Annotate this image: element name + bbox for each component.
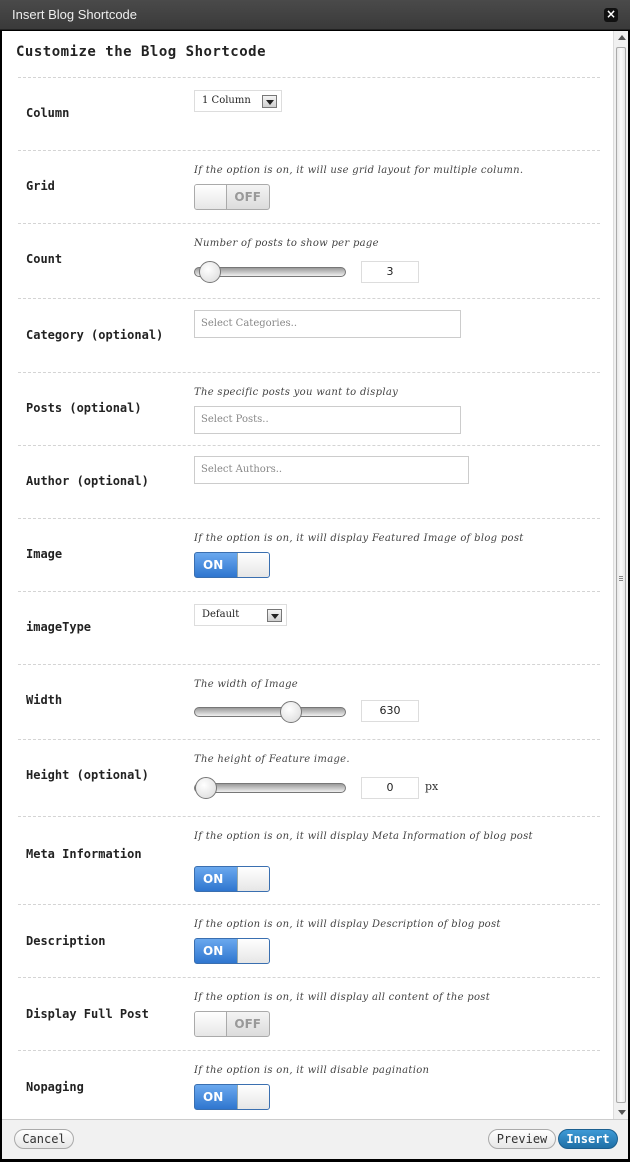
width-slider[interactable] [194, 707, 346, 717]
row-column [18, 77, 600, 150]
full-post-toggle-state: OFF [234, 1017, 261, 1031]
grid-toggle-state: OFF [234, 190, 261, 204]
vertical-scrollbar[interactable] [613, 31, 628, 1119]
row-description [18, 904, 600, 977]
cancel-button[interactable]: Cancel [14, 1129, 74, 1149]
row-height [18, 739, 600, 816]
toggle-knob [237, 867, 269, 891]
posts-description: The specific posts you want to display [194, 387, 399, 398]
description-description: If the option is on, it will display Description of blog post [194, 919, 501, 930]
meta-toggle[interactable] [194, 866, 270, 892]
image-type-label: imageType [26, 620, 92, 634]
row-display-full-post [18, 977, 600, 1050]
width-slider-handle[interactable] [280, 701, 302, 723]
row-width [18, 664, 600, 739]
row-category [18, 298, 600, 372]
height-input[interactable]: 0 [361, 777, 419, 799]
author-input[interactable] [194, 456, 469, 484]
scroll-up-icon[interactable] [618, 35, 626, 40]
count-label: Count [26, 252, 63, 266]
image-type-select-value: Default [202, 609, 240, 620]
height-unit: px [425, 780, 439, 793]
toggle-knob [195, 185, 227, 209]
page-title: Customize the Blog Shortcode [16, 44, 267, 60]
meta-label: Meta Information [26, 847, 142, 861]
author-placeholder: Select Authors.. [201, 464, 283, 475]
row-posts [18, 372, 600, 445]
column-label: Column [26, 106, 70, 120]
close-button[interactable] [604, 8, 618, 22]
row-count [18, 223, 600, 298]
chevron-down-icon [267, 609, 282, 622]
nopaging-toggle[interactable] [194, 1084, 270, 1110]
row-grid [18, 150, 600, 223]
width-input[interactable]: 630 [361, 700, 419, 722]
height-slider-handle[interactable] [195, 777, 217, 799]
scroll-down-icon[interactable] [618, 1110, 626, 1115]
width-description: The width of Image [194, 679, 299, 690]
row-image-type [18, 591, 600, 664]
image-description: If the option is on, it will display Featured Image of blog post [194, 533, 524, 544]
count-slider-handle[interactable] [199, 261, 221, 283]
preview-button[interactable]: Preview [488, 1129, 556, 1149]
toggle-knob [195, 1012, 227, 1036]
count-input[interactable]: 3 [361, 261, 419, 283]
image-label: Image [26, 547, 63, 561]
description-toggle-state: ON [203, 944, 224, 958]
column-select-value: 1 Column [202, 95, 251, 106]
full-post-label: Display Full Post [26, 1007, 149, 1021]
row-image [18, 518, 600, 591]
nopaging-label: Nopaging [26, 1080, 84, 1094]
category-placeholder: Select Categories.. [201, 318, 298, 329]
grid-description: If the option is on, it will use grid layout for multiple column. [194, 165, 524, 176]
posts-placeholder: Select Posts.. [201, 414, 269, 425]
shortcode-form [2, 31, 613, 1119]
window-title: Insert Blog Shortcode [12, 7, 138, 22]
row-meta-information [18, 816, 600, 904]
row-nopaging [18, 1050, 600, 1119]
category-label: Category (optional) [26, 328, 164, 342]
meta-description: If the option is on, it will display Meta Information of blog post [194, 831, 533, 842]
height-label: Height (optional) [26, 768, 149, 782]
description-toggle[interactable] [194, 938, 270, 964]
dialog-footer [2, 1119, 628, 1159]
toggle-knob [237, 939, 269, 963]
toggle-knob [237, 1085, 269, 1109]
width-label: Width [26, 693, 63, 707]
nopaging-toggle-state: ON [203, 1090, 224, 1104]
category-input[interactable] [194, 310, 461, 338]
titlebar[interactable] [0, 0, 630, 30]
column-select[interactable] [194, 90, 282, 112]
grid-label: Grid [26, 179, 55, 193]
grip-icon [619, 575, 623, 582]
description-label: Description [26, 934, 106, 948]
full-post-description: If the option is on, it will display all content of the post [194, 992, 491, 1003]
height-description: The height of Feature image. [194, 754, 350, 765]
scrollbar-thumb[interactable] [616, 47, 626, 1103]
toggle-knob [237, 553, 269, 577]
chevron-down-icon [262, 95, 277, 108]
nopaging-description: If the option is on, it will disable pagination [194, 1065, 430, 1076]
close-icon: × [605, 7, 617, 21]
image-toggle-state: ON [203, 558, 224, 572]
posts-label: Posts (optional) [26, 401, 142, 415]
count-slider[interactable] [194, 267, 346, 277]
full-post-toggle[interactable] [194, 1011, 270, 1037]
image-toggle[interactable] [194, 552, 270, 578]
count-description: Number of posts to show per page [194, 238, 379, 249]
row-author [18, 445, 600, 518]
height-slider[interactable] [194, 783, 346, 793]
grid-toggle[interactable] [194, 184, 270, 210]
meta-toggle-state: ON [203, 872, 224, 886]
author-label: Author (optional) [26, 474, 149, 488]
posts-input[interactable] [194, 406, 461, 434]
image-type-select[interactable] [194, 604, 287, 626]
insert-button[interactable]: Insert [558, 1129, 618, 1149]
